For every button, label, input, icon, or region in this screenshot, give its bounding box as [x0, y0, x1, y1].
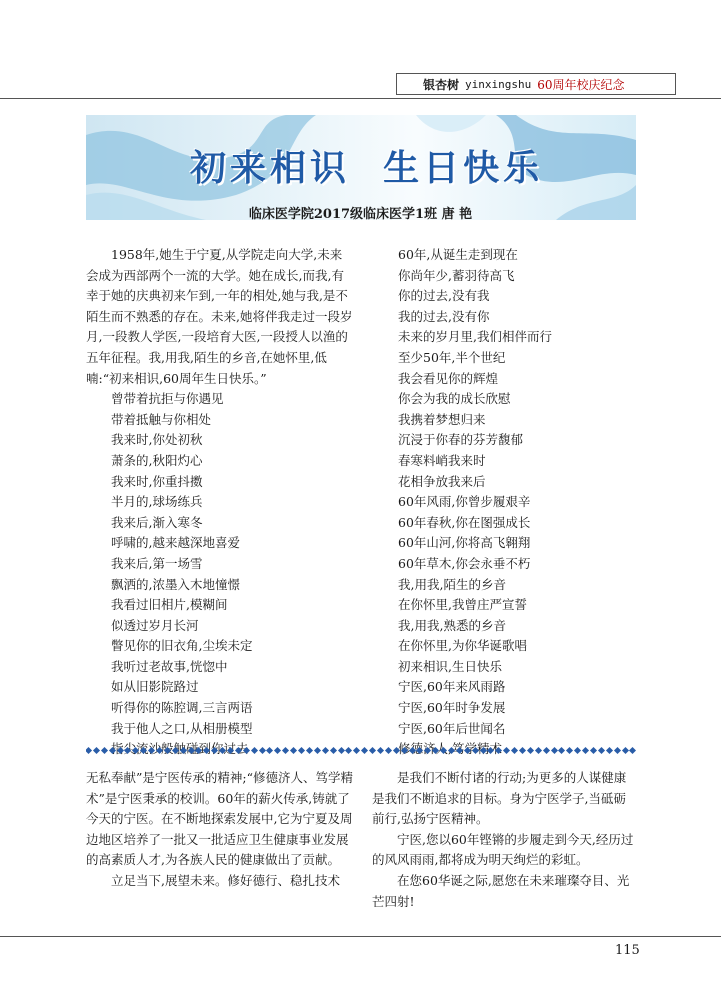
poem-line: 带着抵触与你相处 — [111, 411, 212, 427]
poem-line: 瞥见你的旧衣角,尘埃未定 — [111, 638, 253, 654]
divider-diamond — [614, 746, 621, 753]
divider-diamond — [282, 746, 289, 753]
divider-diamond — [385, 746, 392, 753]
divider-diamond — [558, 746, 565, 753]
divider-diamond — [464, 746, 471, 753]
poem-line: 60年风雨,你曾步履艰辛 — [398, 494, 531, 510]
divider-diamond — [140, 746, 147, 753]
poem-line: 60年春秋,你在图强成长 — [398, 514, 531, 530]
poem-line: 我,用我,陌生的乡音 — [398, 576, 506, 592]
poem-line: 春寒料峭我来时 — [398, 452, 486, 468]
poem-line: 如从旧影院路过 — [111, 679, 199, 695]
body-paragraph: 无私奉献”是宁医传承的精神;“修德济人、笃学精术”是宁医秉承的校训。60年的薪火传承,铸就了今天的宁医。在不断地探索发展中,它为宁夏及周边地区培养了一批又一批适应卫生健康事业发展的高素质人才,为各族人民的健康做出了贡献。 — [86, 770, 353, 868]
intro-paragraph: 1958年,她生于宁夏,从学院走向大学,未来会成为西部两个一流的大学。她在成长,而我,有幸于她的庆典初来乍到,一年的相处,她与我,是不陌生而不熟悉的存在。未来,她将伴我走过一段岁月,一段教人学医,一段培育大医,一段授人以渔的五年征程。我,用我,陌生的乡音,在她怀里,低喃:“初来相识,60周年生日快乐。” — [86, 247, 353, 386]
poem-line: 飘洒的,浓墨入木地憧憬 — [111, 576, 240, 592]
divider-diamond — [448, 746, 455, 753]
poem-line: 60年草木,你会永垂不朽 — [398, 555, 531, 571]
divider-diamond — [172, 746, 179, 753]
poem-line: 你会为我的成长欣慰 — [398, 391, 511, 407]
divider-diamond — [511, 746, 518, 753]
poem-line: 我来时,你处初秋 — [111, 432, 203, 448]
article-title: 初来相识 生日快乐 — [190, 147, 544, 189]
divider-diamond — [109, 746, 116, 753]
poem-line: 宁医,60年后世闻名 — [398, 720, 506, 736]
divider-diamond — [195, 746, 202, 753]
body-paragraph: 在您60华诞之际,愿您在未来璀璨夺目、光芒四射! — [372, 872, 630, 909]
divider-diamond — [180, 746, 187, 753]
divider-diamond — [148, 746, 155, 753]
poem-line: 呼啸的,越来越深地喜爱 — [111, 535, 240, 551]
divider-diamond — [393, 746, 400, 753]
divider-diamond — [203, 746, 210, 753]
poem-left — [86, 389, 354, 760]
divider-diamond — [219, 746, 226, 753]
divider-diamond — [566, 746, 573, 753]
poem-line: 我来后,渐入寒冬 — [111, 514, 203, 530]
divider-diamond — [424, 746, 431, 753]
divider-diamond — [401, 746, 408, 753]
right-column — [398, 245, 638, 760]
divider-diamond — [266, 746, 273, 753]
divider-diamond — [164, 746, 171, 753]
poem-line: 你尚年少,蓄羽待高飞 — [398, 267, 515, 283]
poem-line: 我携着梦想归来 — [398, 411, 486, 427]
bottom-left-column — [86, 768, 354, 892]
divider-diamond — [298, 746, 305, 753]
divider-diamond — [290, 746, 297, 753]
poem-line: 沉浸于你春的芬芳馥郁 — [398, 432, 524, 448]
divider-diamond — [503, 746, 510, 753]
poem-line: 我听过老故事,恍惚中 — [111, 658, 228, 674]
poem-right — [398, 245, 638, 760]
divider-diamond — [101, 746, 108, 753]
poem-line: 似透过岁月长河 — [111, 617, 199, 633]
body-paragraph: 是我们不断付诸的行动;为更多的人谋健康是我们不断追求的目标。身为宁医学子,当砥砺前行,弘扬宁医精神。 — [372, 770, 627, 827]
divider-diamond — [456, 746, 463, 753]
poem-line: 我,用我,熟悉的乡音 — [398, 617, 506, 633]
poem-line: 在你怀里,为你华诞歌唱 — [398, 638, 527, 654]
divider-diamond — [535, 746, 542, 753]
poem-line: 听得你的陈腔调,三言两语 — [111, 700, 253, 716]
poem-line: 未来的岁月里,我们相伴而行 — [398, 329, 552, 345]
poem-line: 萧条的,秋阳灼心 — [111, 452, 203, 468]
journal-header-tag — [396, 73, 676, 95]
poem-line: 我的过去,没有你 — [398, 308, 490, 324]
divider-diamond — [235, 746, 242, 753]
divider-diamond — [369, 746, 376, 753]
divider-diamond — [93, 746, 100, 753]
journal-name-pinyin: yinxingshu — [465, 77, 532, 91]
divider-diamond — [86, 746, 92, 753]
divider-diamond — [543, 746, 550, 753]
divider-diamond — [377, 746, 384, 753]
divider-diamond — [598, 746, 605, 753]
footer-rule — [0, 936, 721, 937]
poem-line: 初来相识,生日快乐 — [398, 658, 502, 674]
poem-line: 你的过去,没有我 — [398, 288, 490, 304]
journal-name: 银杏树 — [423, 77, 460, 92]
divider-diamond — [590, 746, 597, 753]
poem-line: 曾带着抗拒与你遇见 — [111, 391, 224, 407]
bottom-right-column — [372, 768, 638, 912]
poem-line: 宁医,60年时争发展 — [398, 700, 506, 716]
divider-diamond — [487, 746, 494, 753]
poem-line: 我来后,第一场雪 — [111, 555, 203, 571]
article-byline: 临床医学院2017级临床医学1班 唐 艳 — [248, 207, 473, 222]
divider-diamond — [124, 746, 131, 753]
divider-diamond — [274, 746, 281, 753]
poem-line: 半月的,球场练兵 — [111, 494, 203, 510]
poem-line: 我于他人之口,从相册模型 — [111, 720, 253, 736]
divider-diamond — [606, 746, 613, 753]
page-number: 115 — [615, 943, 640, 958]
body-paragraph: 宁医,您以60年铿锵的步履走到今天,经历过的风风雨雨,都将成为明天绚烂的彩虹。 — [372, 831, 634, 868]
divider-diamond — [416, 746, 423, 753]
divider-diamond — [211, 746, 218, 753]
divider-diamond — [361, 746, 368, 753]
divider-diamond — [440, 746, 447, 753]
divider-diamond — [243, 746, 250, 753]
divider-diamond — [527, 746, 534, 753]
anniversary-label: 60周年校庆纪念 — [537, 77, 625, 92]
poem-line: 至少50年,半个世纪 — [398, 349, 506, 365]
poem-line: 花相争放我来后 — [398, 473, 486, 489]
divider-diamond — [132, 746, 139, 753]
divider-diamond — [314, 746, 321, 753]
section-divider — [86, 743, 636, 757]
header-rule — [0, 98, 721, 99]
divider-diamond — [629, 746, 636, 753]
poem-line: 宁医,60年来风雨路 — [398, 679, 506, 695]
divider-diamond — [156, 746, 163, 753]
divider-diamond — [345, 746, 352, 753]
poem-line: 60年山河,你将高飞翱翔 — [398, 535, 531, 551]
divider-diamond — [227, 746, 234, 753]
divider-diamond — [495, 746, 502, 753]
poem-line: 在你怀里,我曾庄严宣誓 — [398, 597, 527, 613]
poem-line: 我来时,你重抖擞 — [111, 473, 203, 489]
divider-diamond — [353, 746, 360, 753]
poem-line: 我看过旧相片,模糊间 — [111, 597, 228, 613]
divider-diamond — [432, 746, 439, 753]
poem-line: 60年,从诞生走到现在 — [398, 247, 518, 262]
divider-diamond — [582, 746, 589, 753]
divider-diamond — [306, 746, 313, 753]
divider-diamond — [472, 746, 479, 753]
divider-diamond — [574, 746, 581, 753]
body-paragraph: 立足当下,展望未来。修好德行、稳扎技术 — [111, 872, 340, 888]
divider-diamond — [322, 746, 329, 753]
divider-diamond — [330, 746, 337, 753]
poem-line: 我会看见你的辉煌 — [398, 370, 499, 386]
divider-diamond — [251, 746, 258, 753]
left-column — [86, 245, 354, 760]
divider-diamond — [519, 746, 526, 753]
